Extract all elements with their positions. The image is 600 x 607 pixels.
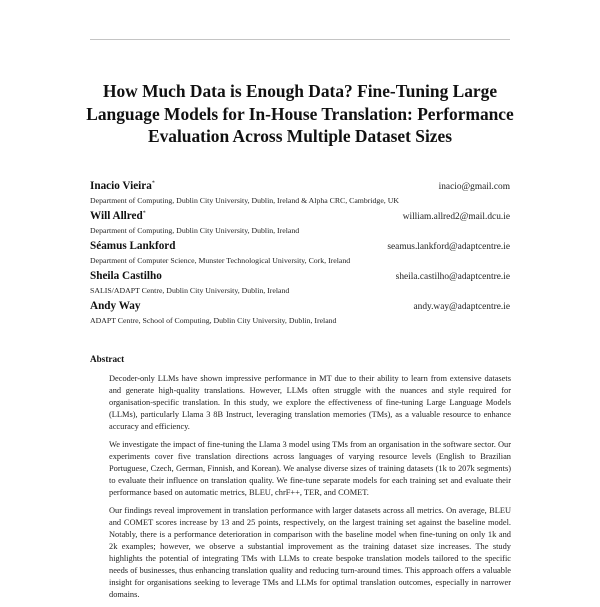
author-name: Séamus Lankford <box>90 240 176 252</box>
author-affiliation: SALIS/ADAPT Centre, Dublin City University, Dublin, Ireland <box>90 286 290 295</box>
author-block <box>90 300 510 327</box>
author-affiliation: Department of Computing, Dublin City University, Dublin, Ireland <box>90 226 300 235</box>
author-list <box>90 180 510 330</box>
author-email[interactable]: inacio@gmail.com <box>438 182 510 192</box>
author-name: Andy Way <box>90 300 141 312</box>
abstract-heading: Abstract <box>90 354 125 364</box>
abstract-paragraph: Decoder-only LLMs have shown impressive performance in MT due to their ability to learn from extensive datasets and generate high-quality translations. However, LLMs often struggle with the nuances and style required for organisation-specific translation. In this study, we explore the effectiveness of fine-tuning Large Language Models (LLMs), particularly Llama 3 8B Instruct, leveraging translation memories (TMs), as a valuable resource to enhance accuracy and efficiency. <box>109 374 511 431</box>
author-block <box>90 210 510 237</box>
author-name: Inacio Vieira* <box>90 180 155 192</box>
author-email[interactable]: sheila.castilho@adaptcentre.ie <box>395 272 510 282</box>
author-affiliation: Department of Computer Science, Munster Technological University, Cork, Ireland <box>90 256 351 265</box>
abstract-paragraph: Our findings reveal improvement in translation performance with larger datasets across all metrics. On average, BLEU and COMET scores increase by 13 and 25 points, respectively, on the largest training set against the baseline model. Notably, there is a performance deterioration in comparison with the baseline model when fine-tuning on only 1k and 2k examples; however, we observe a substantial improvement as the training dataset size increases. The study highlights the potential of integrating TMs with LLMs to create bespoke translation models tailored to the specific needs of businesses, thus enhancing translation quality and reducing turn-around times. This approach offers a valuable insight for organisations seeking to leverage TMs and LLMs for optimal translation outcomes, especially in narrower domains. <box>109 506 511 599</box>
author-block <box>90 180 510 207</box>
abstract-body <box>109 373 511 607</box>
abstract-paragraph: We investigate the impact of fine-tuning the Llama 3 model using TMs from an organisation in the software sector. Our experiments cover five translation directions across languages of varying resource levels (English to Brazilian Portuguese, Czech, German, Finnish, and Korean). We analyse diverse sizes of training datasets (1k to 207k segments) to evaluate their influence on translation quality. We fine-tune separate models for each training set and evaluate their performance based on automatic metrics, BLEU, chrF++, TER, and COMET. <box>109 440 511 497</box>
author-name: Sheila Castilho <box>90 270 162 282</box>
author-email[interactable]: seamus.lankford@adaptcentre.ie <box>387 242 510 252</box>
author-affiliation: Department of Computing, Dublin City University, Dublin, Ireland & Alpha CRC, Cambridge, UK <box>90 196 399 205</box>
author-affiliation: ADAPT Centre, School of Computing, Dublin City University, Dublin, Ireland <box>90 316 337 325</box>
author-block <box>90 240 510 267</box>
author-email[interactable]: william.allred2@mail.dcu.ie <box>402 212 510 222</box>
author-block <box>90 270 510 297</box>
author-email[interactable]: andy.way@adaptcentre.ie <box>413 302 510 312</box>
header-rule <box>90 39 510 40</box>
paper-title: How Much Data is Enough Data? Fine-Tuning Large Language Models for In-House Translation: Performance Evaluation Across Multiple Dataset Sizes <box>86 81 514 146</box>
author-name: Will Allred* <box>90 210 146 222</box>
